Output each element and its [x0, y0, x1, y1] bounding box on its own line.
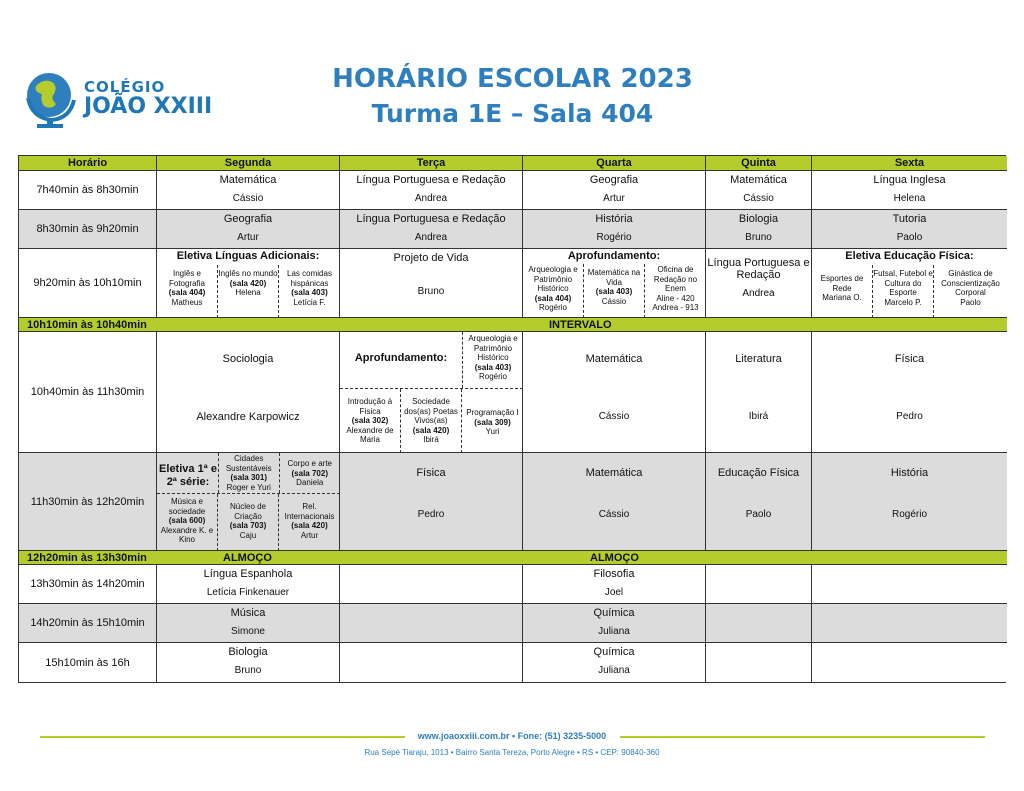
teacher: Ibirá	[748, 411, 769, 422]
page-subtitle: Turma 1E – Sala 404	[371, 99, 654, 128]
teacher: Bruno	[417, 286, 445, 297]
time-slot: 9h20min às 10h10min	[19, 249, 157, 318]
empty-cell	[812, 643, 1007, 682]
option-room: (sala 404)	[534, 293, 572, 303]
empty-cell	[706, 565, 812, 604]
class-cell	[812, 453, 1007, 551]
teacher: Simone	[231, 626, 265, 637]
option-room: (sala 702)	[291, 468, 328, 478]
option-teacher: Alexandre K. e Kino	[160, 525, 214, 544]
subject: Língua Espanhola	[203, 568, 293, 580]
option-room: (sala 403)	[474, 362, 512, 372]
time-slot: 8h30min às 9h20min	[19, 210, 157, 249]
option-teacher: Marcelo P.	[884, 297, 922, 307]
subject: Física	[894, 353, 925, 365]
teacher: Paolo	[745, 509, 772, 520]
class-cell	[706, 171, 812, 210]
option-teacher: Paolo	[960, 297, 981, 307]
col-header-monday: Segunda	[157, 156, 340, 171]
elective-option	[584, 264, 645, 318]
empty-cell	[706, 604, 812, 643]
option-room: (sala 309)	[474, 417, 511, 427]
col-header-thursday: Quinta	[706, 156, 812, 171]
empty-cell	[706, 643, 812, 682]
elective-title: Eletiva Educação Física:	[845, 250, 974, 262]
subject: Geografia	[589, 174, 639, 186]
subject: Língua Portuguesa e Redação	[356, 213, 506, 225]
break-row	[19, 318, 1007, 332]
teacher: Juliana	[598, 626, 630, 637]
teacher: Artur	[237, 232, 259, 243]
subject: Projeto de Vida	[393, 252, 469, 264]
subject: Física	[416, 467, 446, 479]
subject: Literatura	[735, 353, 782, 365]
empty-cell	[812, 604, 1007, 643]
teacher: Pedro	[417, 509, 445, 520]
lunch-label: ALMOÇO	[590, 552, 639, 564]
option-room: (sala 420)	[291, 521, 328, 530]
subject: Língua Inglesa	[873, 174, 946, 186]
subject: História	[595, 213, 633, 225]
teacher: Joel	[604, 587, 624, 598]
option-teacher: Daniela	[296, 478, 324, 487]
teacher: Helena	[893, 193, 926, 204]
lunch-time: 12h20min às 13h30min	[27, 552, 147, 564]
option-name: Corpo e arte	[287, 459, 332, 468]
class-cell	[157, 643, 340, 682]
empty-cell	[340, 643, 523, 682]
subject: Língua Portuguesa e Redação	[707, 257, 810, 281]
elective-option	[279, 494, 340, 551]
option-name: Cidades Sustentáveis	[225, 454, 272, 473]
elective-option	[280, 453, 341, 493]
subject: Matemática	[219, 174, 277, 186]
time-slot: 14h20min às 15h10min	[19, 604, 157, 643]
elective-option	[645, 264, 706, 318]
elective-cell	[523, 249, 706, 318]
option-teacher: Cássio	[601, 296, 627, 306]
class-cell	[706, 210, 812, 249]
time-slot: 15h10min às 16h	[19, 643, 157, 682]
option-name: Arqueologia e Patrimônio Histórico	[468, 334, 518, 362]
elective-option	[218, 265, 279, 318]
option-name: Futsal, Futebol e Cultura do Esporte	[873, 269, 933, 297]
subject: Sociologia	[222, 353, 274, 365]
elective-option	[218, 494, 279, 551]
class-cell	[340, 249, 523, 318]
teacher: Cássio	[598, 509, 630, 520]
option-teacher: Andrea - 913	[652, 303, 699, 312]
option-name: Núcleo de Criação	[229, 502, 267, 521]
subject: Filosofia	[593, 568, 635, 580]
empty-cell	[812, 565, 1007, 604]
class-cell	[706, 332, 812, 453]
option-teacher: Yuri	[485, 427, 500, 436]
option-name: Matemática na Vida	[587, 268, 641, 287]
teacher: Artur	[603, 193, 625, 204]
elective-option	[340, 389, 401, 453]
subject: Biologia	[228, 646, 268, 658]
option-name: Arqueologia e Patrimônio Histórico	[528, 265, 578, 293]
option-room: (sala 302)	[351, 416, 389, 425]
option-name: Sociedade dos(as) Poetas Vivos(as)	[404, 397, 458, 425]
teacher: Rogério	[596, 232, 632, 243]
option-teacher: Roger e Yuri	[226, 482, 271, 492]
elective-option	[934, 265, 1007, 318]
option-teacher: Ibirá	[423, 435, 439, 444]
class-cell	[523, 210, 706, 249]
elective-cell	[157, 249, 340, 318]
option-room: (sala 404)	[168, 288, 206, 297]
class-cell	[340, 453, 523, 551]
teacher: Cássio	[743, 193, 774, 204]
subject: Língua Portuguesa e Redação	[356, 174, 506, 186]
subject: História	[890, 467, 929, 479]
option-room: (sala 403)	[595, 287, 633, 296]
option-name: Ginástica de Conscientização Corporal	[941, 269, 1000, 297]
col-header-friday: Sexta	[812, 156, 1007, 171]
elective-option	[219, 453, 280, 493]
class-cell	[812, 210, 1007, 249]
option-room: (sala 301)	[230, 473, 267, 482]
elective-option	[462, 389, 523, 453]
teacher: Paolo	[896, 232, 923, 243]
option-name: Rel. Internacionais	[284, 502, 335, 521]
option-name: Inglês e Fotografia	[168, 269, 206, 288]
option-name: Introdução à Física	[347, 397, 393, 416]
class-cell	[523, 604, 706, 643]
elective-option	[279, 265, 340, 318]
class-cell	[523, 643, 706, 682]
class-cell	[706, 453, 812, 551]
teacher: Rogério	[891, 509, 928, 520]
footer-address: Rua Sepé Tiaraju, 1013 • Bairro Santa Tereza, Porto Alegre • RS • CEP: 90840-360	[364, 748, 660, 757]
class-cell	[157, 565, 340, 604]
schedule-table	[18, 155, 1006, 683]
elective-title: Aprofundamento:	[354, 352, 448, 364]
option-room: (sala 420)	[412, 425, 450, 435]
elective-title: Eletiva Línguas Adicionais:	[176, 250, 320, 262]
elective-option	[812, 265, 873, 318]
empty-cell	[340, 565, 523, 604]
break-time: 10h10min às 10h40min	[27, 319, 147, 331]
footer-contact: www.joaoxxiii.com.br • Fone: (51) 3235-5000	[417, 731, 607, 741]
elective-cell	[340, 332, 523, 453]
class-cell	[812, 171, 1007, 210]
subject: Música	[230, 607, 266, 619]
teacher: Bruno	[745, 232, 772, 243]
class-cell	[523, 453, 706, 551]
teacher: Pedro	[896, 411, 923, 422]
option-teacher: Rogério	[538, 303, 567, 312]
lunch-label: ALMOÇO	[223, 552, 272, 564]
teacher: Andrea	[742, 288, 775, 299]
elective-option	[157, 494, 218, 551]
option-teacher: Aline - 420	[656, 293, 695, 303]
option-teacher: Rogério	[478, 372, 507, 381]
teacher: Bruno	[234, 665, 262, 676]
break-label: INTERVALO	[549, 319, 612, 331]
elective-option	[523, 264, 584, 318]
time-slot: 11h30min às 12h20min	[19, 453, 157, 551]
col-header-time: Horário	[19, 156, 157, 171]
subject: Biologia	[738, 213, 779, 225]
option-name: Las comidas hispánicas	[287, 269, 332, 288]
subject: Química	[593, 646, 635, 658]
logo-line2: JOÃO XXIII	[84, 94, 213, 119]
subject: Matemática	[585, 467, 643, 479]
elective-title: Eletiva 1ª e 2ª série:	[159, 463, 217, 488]
teacher: Andrea	[414, 193, 448, 204]
page-title: HORÁRIO ESCOLAR 2023	[332, 64, 693, 94]
time-slot: 7h40min às 8h30min	[19, 171, 157, 210]
elective-option	[462, 332, 523, 388]
option-teacher: Matheus	[171, 297, 203, 307]
subject: Educação Física	[717, 467, 800, 479]
class-cell	[157, 604, 340, 643]
class-cell	[523, 332, 706, 453]
option-teacher: Caju	[239, 530, 257, 540]
teacher: Andrea	[414, 232, 448, 243]
option-room: (sala 600)	[168, 516, 206, 525]
logo-line1: COLÉGIO	[84, 78, 166, 96]
elective-option	[157, 265, 218, 318]
option-name: Inglês no mundo	[218, 269, 278, 278]
option-teacher: Mariana O.	[822, 293, 862, 302]
option-room: (sala 403)	[291, 288, 328, 297]
option-name: Música e sociedade	[168, 497, 206, 516]
empty-cell	[340, 604, 523, 643]
class-cell	[523, 171, 706, 210]
option-name: Programação I	[466, 408, 519, 417]
option-teacher: Letícia F.	[293, 297, 326, 307]
option-room: (sala 703)	[229, 521, 267, 530]
class-cell	[812, 332, 1007, 453]
teacher: Letícia Finkenauer	[206, 587, 290, 598]
teacher: Cássio	[598, 411, 630, 422]
class-cell	[340, 210, 523, 249]
elective-title: Aprofundamento:	[567, 250, 661, 262]
col-header-tuesday: Terça	[340, 156, 523, 171]
elective-cell	[812, 249, 1007, 318]
option-teacher: Helena	[235, 288, 261, 297]
class-cell	[157, 332, 340, 453]
lunch-row	[19, 551, 1007, 565]
class-cell	[706, 249, 812, 318]
time-slot: 10h40min às 11h30min	[19, 332, 157, 453]
school-logo	[22, 68, 222, 132]
elective-option	[401, 389, 462, 453]
class-cell	[523, 565, 706, 604]
globe-icon	[22, 68, 82, 130]
option-name: Esportes de Rede	[820, 274, 864, 293]
teacher: Cássio	[232, 193, 264, 204]
subject: Química	[593, 607, 635, 619]
option-room: (sala 420)	[229, 278, 267, 288]
col-header-wednesday: Quarta	[523, 156, 706, 171]
class-cell	[157, 210, 340, 249]
subject: Matemática	[585, 353, 643, 365]
subject: Tutoria	[892, 213, 927, 225]
subject: Geografia	[223, 213, 273, 225]
class-cell	[157, 171, 340, 210]
option-teacher: Artur	[300, 530, 319, 540]
option-teacher: Alexandre de Maria	[346, 425, 394, 444]
subject: Matemática	[730, 174, 787, 186]
class-cell	[340, 171, 523, 210]
option-name: Oficina de Redação no Enem	[653, 265, 698, 293]
page-header	[0, 0, 1024, 150]
elective-option	[873, 265, 934, 318]
elective-cell	[157, 453, 340, 551]
time-slot: 13h30min às 14h20min	[19, 565, 157, 604]
teacher: Alexandre Karpowicz	[196, 411, 300, 423]
teacher: Juliana	[598, 665, 630, 676]
